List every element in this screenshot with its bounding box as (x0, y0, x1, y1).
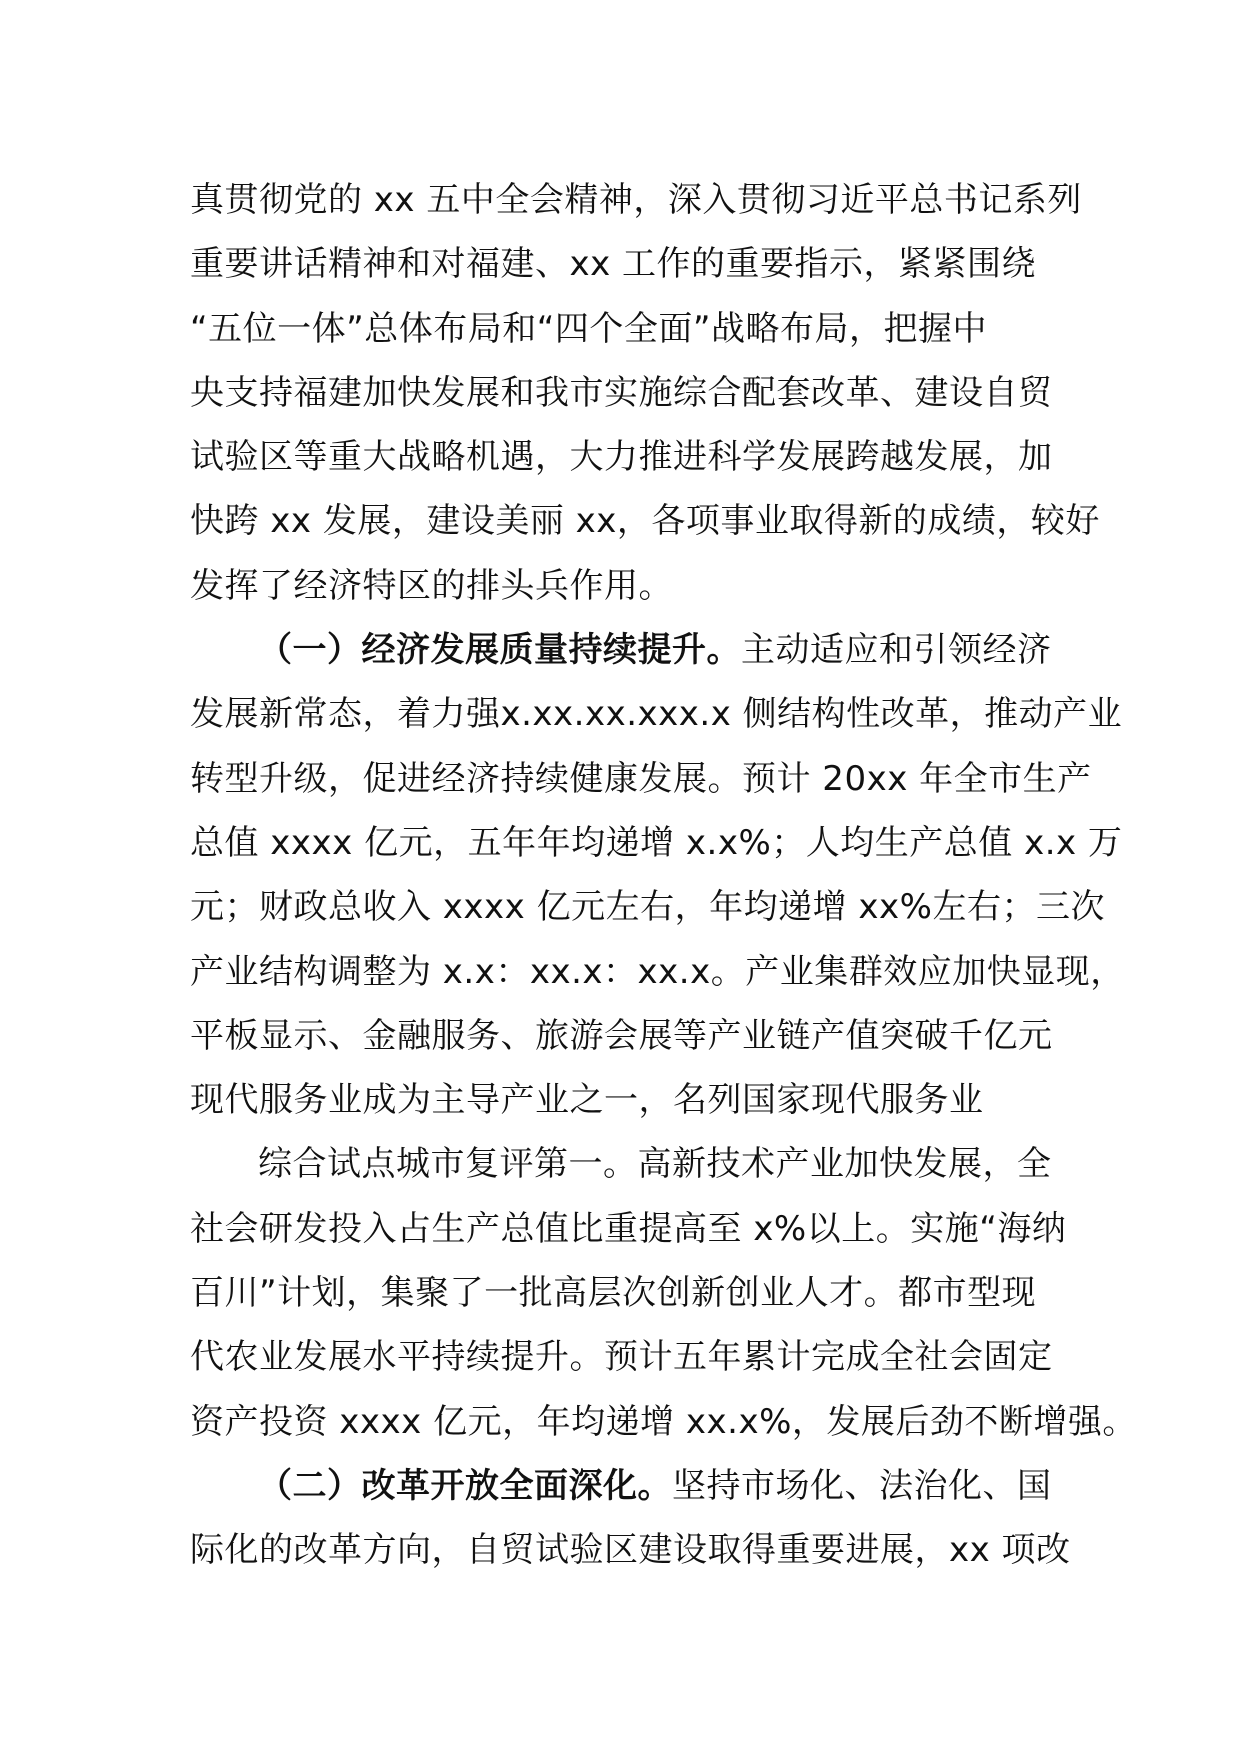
section-heading-economy: （一）经济发展质量持续提升。 (258, 630, 741, 671)
text-line (190, 1068, 1060, 1132)
line-text: 坚持市场化、法治化、国 (672, 1465, 1052, 1506)
text-line (190, 1325, 1060, 1389)
section-heading-line (190, 1454, 1060, 1518)
text-line (190, 297, 1060, 361)
text-line (190, 1132, 1060, 1196)
text-line (190, 811, 1123, 875)
text-line (190, 1004, 1060, 1068)
line-text: 际化的改革方向，自贸试验区建设取得重要进展，xx 项改 (190, 1530, 1071, 1571)
line-text: 快跨 xx 发展，建设美丽 xx，各项事业取得新的成绩，较好 (190, 501, 1100, 542)
text-line (190, 940, 1125, 1004)
text-line (190, 232, 1060, 296)
line-text: 试验区等重大战略机遇，大力推进科学发展跨越发展，加 (190, 437, 1053, 478)
line-text: 主动适应和引领经济 (741, 630, 1052, 671)
line-text: 发展新常态，着力强x.xx.xx.xxx.x 侧结构性改革，推动产业 (190, 694, 1123, 735)
section-heading-line (190, 618, 1060, 682)
line-text: 重要讲话精神和对福建、xx 工作的重要指示，紧紧围绕 (190, 244, 1037, 285)
text-line (190, 1518, 1071, 1582)
line-text: 产业结构调整为 x.x：xx.x：xx.x。产业集群效应加快显现， (190, 951, 1125, 992)
line-text: “五位一体”总体布局和“四个全面”战略布局，把握中 (190, 308, 987, 349)
line-text: 综合试点城市复评第一。高新技术产业加快发展，全 (258, 1144, 1052, 1185)
section-heading-reform: （二）改革开放全面深化。 (258, 1465, 672, 1506)
text-line (190, 361, 1060, 425)
line-text: 真贯彻党的 xx 五中全会精神，深入贯彻习近平总书记系列 (190, 180, 1082, 220)
text-line (190, 489, 1100, 553)
text-line (190, 875, 1105, 939)
line-text: 资产投资 xxxx 亿元，年均递增 xx.x%，发展后劲不断增强。 (190, 1401, 1137, 1442)
line-text: 转型升级，促进经济持续健康发展。预计 20xx 年全市生产 (190, 758, 1092, 799)
text-line (190, 1261, 1060, 1325)
text-line (190, 168, 1082, 232)
line-text: 总值 xxxx 亿元，五年年均递增 x.x%；人均生产总值 x.x 万 (190, 822, 1123, 863)
body-text (190, 168, 1137, 1583)
line-text: 社会研发投入占生产总值比重提高至 x%以上。实施“海纳 (190, 1208, 1067, 1249)
line-text: 平板显示、金融服务、旅游会展等产业链产值突破千亿元 (190, 1015, 1053, 1056)
text-line (190, 747, 1092, 811)
line-text: 百川”计划，集聚了一批高层次创新创业人才。都市型现 (190, 1273, 1037, 1314)
line-text: 元；财政总收入 xxxx 亿元左右，年均递增 xx%左右；三次 (190, 887, 1105, 928)
line-text: 现代服务业成为主导产业之一，名列国家现代服务业 (190, 1080, 984, 1121)
text-line (190, 1197, 1067, 1261)
text-line (190, 425, 1060, 489)
text-line (190, 1390, 1137, 1454)
line-text: 央支持福建加快发展和我市实施综合配套改革、建设自贸 (190, 372, 1053, 413)
text-line (190, 554, 1060, 618)
text-line (190, 682, 1123, 746)
line-text: 发挥了经济特区的排头兵作用。 (190, 565, 673, 606)
line-text: 代农业发展水平持续提升。预计五年累计完成全社会固定 (190, 1337, 1053, 1378)
